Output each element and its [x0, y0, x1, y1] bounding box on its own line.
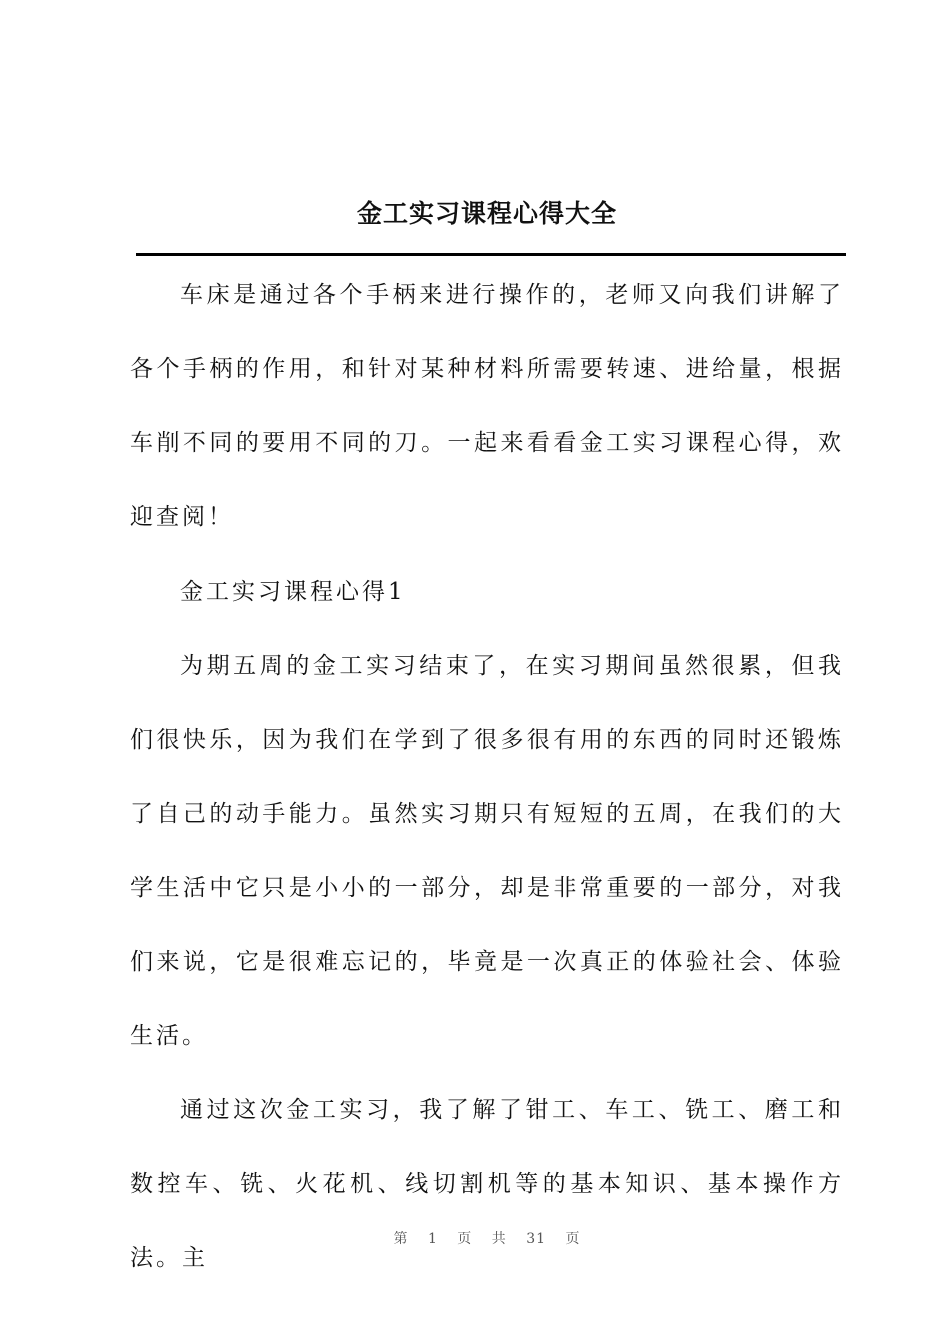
body-paragraph: 通过这次金工实习，我了解了钳工、车工、铣工、磨工和数控车、铣、火花机、线切割机等的基本知识、基本操作方法。主: [130, 1097, 844, 1271]
intro-paragraph: 车床是通过各个手柄来进行操作的，老师又向我们讲解了各个手柄的作用，和针对某种材料所需要转速、进给量，根据车削不同的要用不同的刀。一起来看看金工实习课程心得，欢迎查阅！: [130, 282, 844, 530]
title-underline: [136, 253, 846, 256]
intro-block: [130, 258, 844, 554]
section-heading: 金工实习课程心得1: [180, 579, 406, 605]
body-paragraph: 为期五周的金工实习结束了，在实习期间虽然很累，但我们很快乐，因为我们在学到了很多很有用的东西的同时还锻炼了自己的动手能力。虽然实习期只有短短的五周，在我们的大学生活中它只是小小的一部分，却是非常重要的一部分，对我们来说，它是很难忘记的，毕竟是一次真正的体验社会、体验生活。: [130, 653, 844, 1049]
section-block: [130, 555, 844, 1295]
page-number-footer: 第 1 页 共 31 页: [393, 1231, 581, 1247]
document-title: 金工实习课程心得大全: [356, 199, 617, 228]
